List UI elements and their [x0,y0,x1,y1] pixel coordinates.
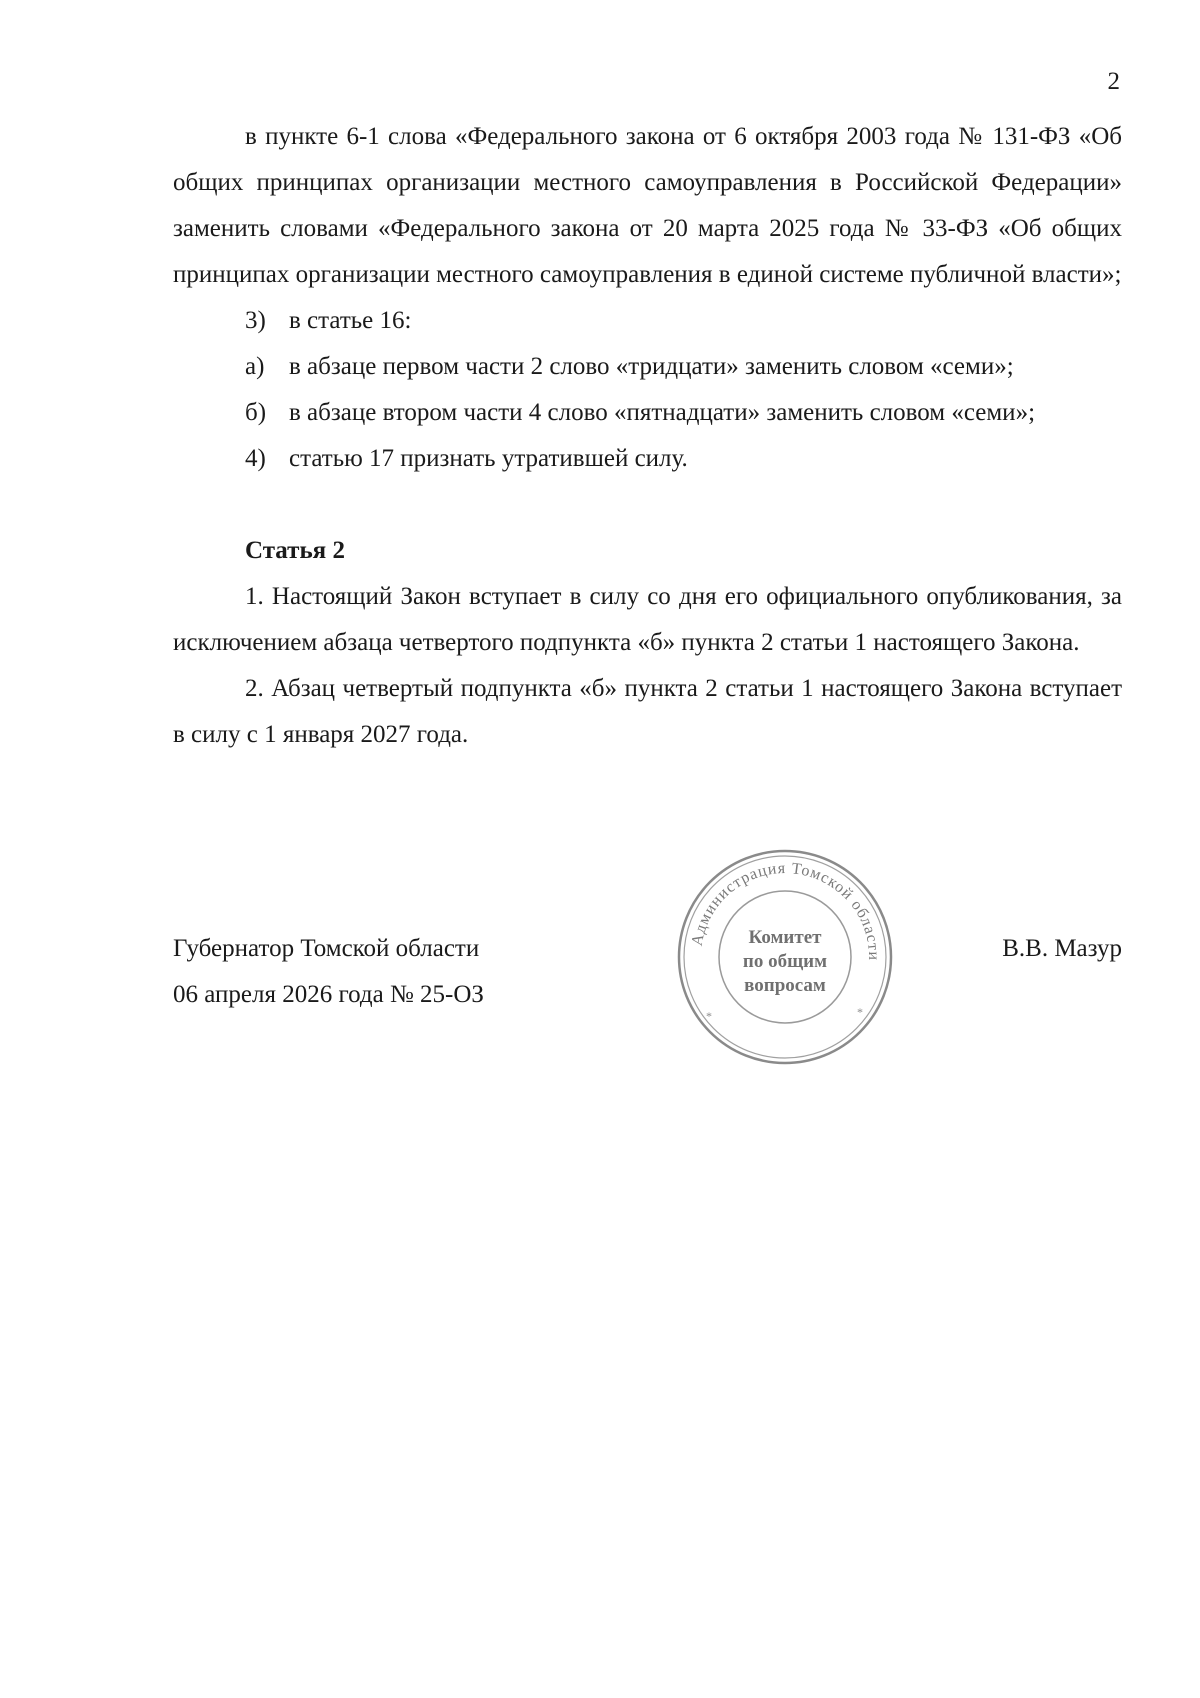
list-marker: а) [245,353,265,380]
stamp-center-line: вопросам [744,975,826,996]
list-marker: 4) [245,445,266,472]
list-marker: 3) [245,307,266,334]
article-heading: Статья 2 [245,537,345,564]
list-item-text: в абзаце втором части 4 слово «пятнадцати» заменить словом «семи»; [289,399,1036,426]
official-stamp [676,848,894,1066]
list-item [173,390,1122,436]
stamp-ring-text: Администрация Томской области [688,859,883,962]
list-marker: б) [245,399,267,426]
stamp-star-right: * [857,1005,863,1019]
page-number: 2 [1107,68,1120,95]
list-item-text: в статье 16: [289,307,412,334]
article-paragraph: 2. Абзац четвертый подпункта «б» пункта 2 статьи 1 настоящего Закона вступает в силу с 1 января 2027 года. [173,675,1122,748]
stamp-center-line: по общим [742,951,828,972]
signature-block [173,926,484,1018]
amendment-paragraph: в пункте 6-1 слова «Федерального закона от 6 октября 2003 года № 131-ФЗ «Об общих принципах организации местного самоуправления в Российской Федерации» заменить словами «Федерального закона от 20 марта 2025 года № 33-ФЗ «Об общих принципах организации местного самоуправления в единой системе публичной власти»; [173,123,1122,288]
list-item-text: в абзаце первом части 2 слово «тридцати» заменить словом «семи»; [289,353,1014,380]
article-paragraph: 1. Настоящий Закон вступает в силу со дня его официального опубликования, за исключением абзаца четвертого подпункта «б» пункта 2 статьи 1 настоящего Закона. [173,583,1122,656]
list-item-text: статью 17 признать утратившей силу. [289,445,688,472]
signer-position: Губернатор Томской области [173,935,480,962]
document-body [173,114,1122,758]
list-item [173,436,1122,482]
list-item [173,298,1122,344]
law-date-number: 06 апреля 2026 года № 25-ОЗ [173,981,484,1008]
list-item [173,344,1122,390]
stamp-star-left: * [706,1009,712,1023]
signer-name: В.В. Мазур [1002,935,1122,962]
stamp-center-line: Комитет [748,927,822,948]
